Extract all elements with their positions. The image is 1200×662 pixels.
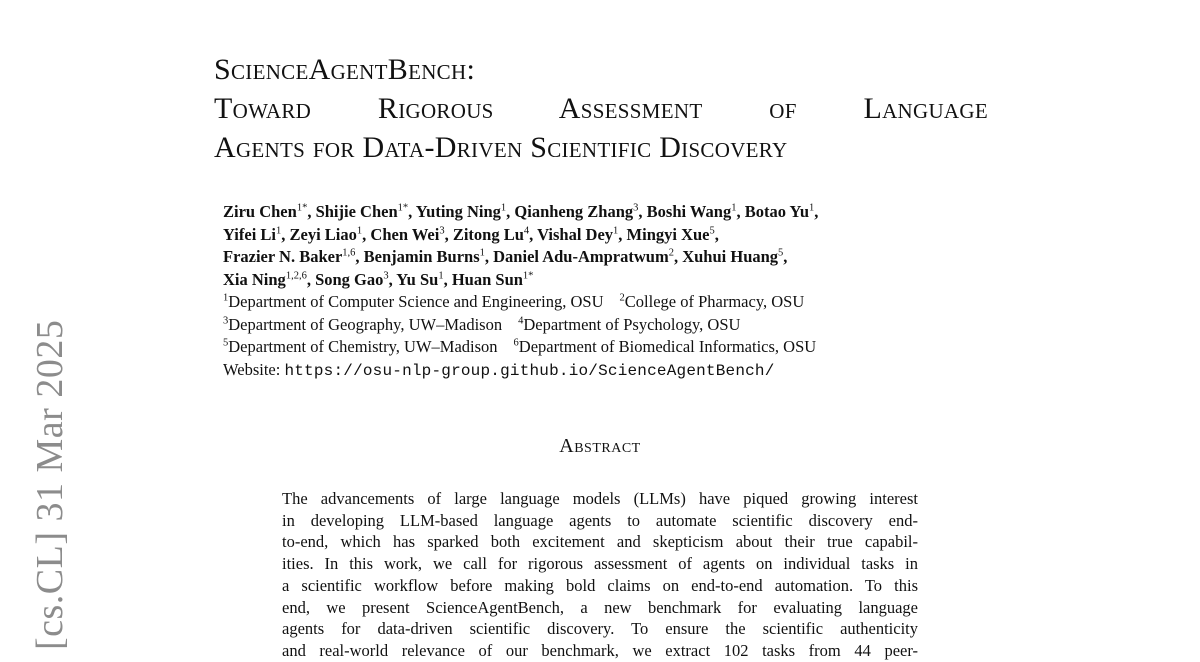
affiliation-marker: 2 — [619, 292, 625, 304]
arxiv-side-stamp: [cs.CL] 31 Mar 2025 — [29, 319, 71, 650]
author-affiliation-marker: 3 — [633, 202, 639, 214]
author-name: Huan Sun — [451, 269, 523, 289]
author-affiliation-marker: 3 — [439, 225, 445, 236]
author-affiliation-marker: 1 — [438, 270, 444, 281]
affiliation-row — [223, 314, 983, 337]
author-name: Xuhui Huang — [682, 247, 779, 266]
author-affiliation-marker: 5 — [709, 225, 715, 236]
author-name: Boshi Wang — [646, 202, 732, 221]
abstract-line: in developing LLM-based language agents to automate scientific discovery end- — [282, 510, 918, 530]
abstract-line: a scientific workflow before making bold claims on end-to-end automation. To this — [282, 575, 918, 595]
author-affiliation-marker: 2 — [668, 247, 674, 259]
author-name: Benjamin Burns — [363, 247, 480, 266]
author-block — [223, 201, 983, 382]
affiliation-list — [223, 291, 983, 359]
author-name: Yu Su — [396, 269, 439, 289]
title-line-1: ScienceAgentBench: — [214, 53, 476, 86]
title-line-2: Toward Rigorous Assessment of Language — [214, 92, 988, 125]
author-name: Xia Ning — [223, 269, 286, 289]
affiliation-marker: 3 — [223, 315, 229, 326]
title-line-3: Agents for Data-Driven Scientific Discovery — [214, 131, 788, 164]
affiliation-row — [223, 291, 983, 314]
affiliation-name: College of Pharmacy, OSU — [624, 292, 805, 311]
author-affiliation-marker: 1 — [479, 247, 485, 259]
website-label: Website: — [223, 359, 281, 379]
author-affiliation-marker: 1 — [356, 225, 363, 236]
website-line — [223, 359, 983, 383]
author-name: Daniel Adu-Ampratwum — [493, 247, 669, 266]
author-affiliation-marker: 1* — [522, 270, 534, 281]
author-name: Frazier N. Baker — [223, 247, 343, 266]
author-row: Yifei Li$^1$, Zeyi Liao$^1$, Chen Wei$^3$, Zitong Lu$^4$, Vishal Dey$^1$, Mingyi Xue$^5$, — [223, 224, 719, 244]
author-name: Vishal Dey — [537, 224, 614, 244]
paper-title — [214, 50, 1014, 167]
author-name: Chen Wei — [370, 224, 440, 244]
author-name: Zitong Lu — [452, 224, 524, 244]
author-affiliation-marker: 1* — [296, 202, 308, 214]
author-name: Shijie Chen — [315, 202, 398, 221]
author-name: Song Gao — [315, 269, 384, 289]
affiliation-name: Department of Chemistry, UW–Madison — [228, 337, 498, 356]
affiliation-marker: 5 — [223, 337, 229, 349]
author-list — [223, 201, 983, 291]
author-affiliation-marker: 1 — [613, 225, 619, 236]
author-affiliation-marker: 4 — [523, 225, 530, 236]
abstract-line: and real-world relevance of our benchmark, we extract 102 tasks from 44 peer- — [282, 640, 918, 660]
affiliation-name: Department of Computer Science and Engineering, OSU — [228, 292, 604, 311]
author-affiliation-marker: 1,6 — [342, 247, 356, 259]
abstract-text — [282, 488, 918, 662]
abstract-line: ities. In this work, we call for rigorous assessment of agents on individual tasks in — [282, 554, 918, 574]
author-row: Ziru Chen$^{1*}$, Shijie Chen$^{1*}$, Yuting Ning$^1$, Qianheng Zhang$^3$, Boshi Wang$^1$, Botao Yu$^1$, — [223, 202, 819, 221]
author-name: Ziru Chen — [223, 202, 297, 221]
author-affiliation-marker: 3 — [383, 270, 389, 281]
affiliation-name: Department of Geography, UW–Madison — [228, 314, 503, 334]
author-name: Mingyi Xue — [626, 224, 710, 244]
abstract-line: end, we present ScienceAgentBench, a new benchmark for evaluating language — [282, 597, 918, 617]
abstract-line: agents for data-driven scientific discovery. To ensure the scientific authenticity — [282, 619, 918, 639]
affiliation-marker: 6 — [513, 337, 519, 349]
author-affiliation-marker: 1 — [809, 202, 815, 214]
abstract-line: The advancements of large language models (LLMs) have piqued growing interest — [282, 489, 918, 508]
author-name: Qianheng Zhang — [514, 202, 634, 221]
website-link[interactable]: https://osu-nlp-group.github.io/ScienceAgentBench/ — [284, 361, 775, 380]
affiliation-name: Department of Biomedical Informatics, OSU — [518, 337, 817, 356]
author-affiliation-marker: 1* — [397, 202, 409, 214]
abstract-line: to-end, which has sparked both excitement and skepticism about their true capabil- — [282, 532, 918, 552]
affiliation-name: Department of Psychology, OSU — [523, 314, 741, 334]
author-name: Yuting Ning — [415, 202, 501, 221]
author-affiliation-marker: 1,2,6 — [285, 270, 307, 281]
affiliation-marker: 1 — [223, 292, 229, 304]
author-name: Yifei Li — [223, 224, 277, 244]
author-affiliation-marker: 1 — [276, 225, 282, 236]
abstract-heading: Abstract — [559, 435, 641, 457]
author-name: Botao Yu — [744, 202, 810, 221]
author-affiliation-marker: 1 — [500, 202, 507, 214]
affiliation-marker: 4 — [518, 315, 524, 326]
author-affiliation-marker: 1 — [731, 202, 737, 214]
author-row: Frazier N. Baker$^{1,6}$, Benjamin Burns$^1$, Daniel Adu-Ampratwum$^2$, Xuhui Huang$^5$, — [223, 247, 788, 266]
author-affiliation-marker: 5 — [778, 247, 784, 259]
author-row: Xia Ning$^{1,2,6}$, Song Gao$^3$, Yu Su$^1$, Huan Sun$^{1*}$ — [223, 269, 534, 289]
affiliation-row — [223, 336, 983, 359]
author-name: Zeyi Liao — [289, 224, 357, 244]
